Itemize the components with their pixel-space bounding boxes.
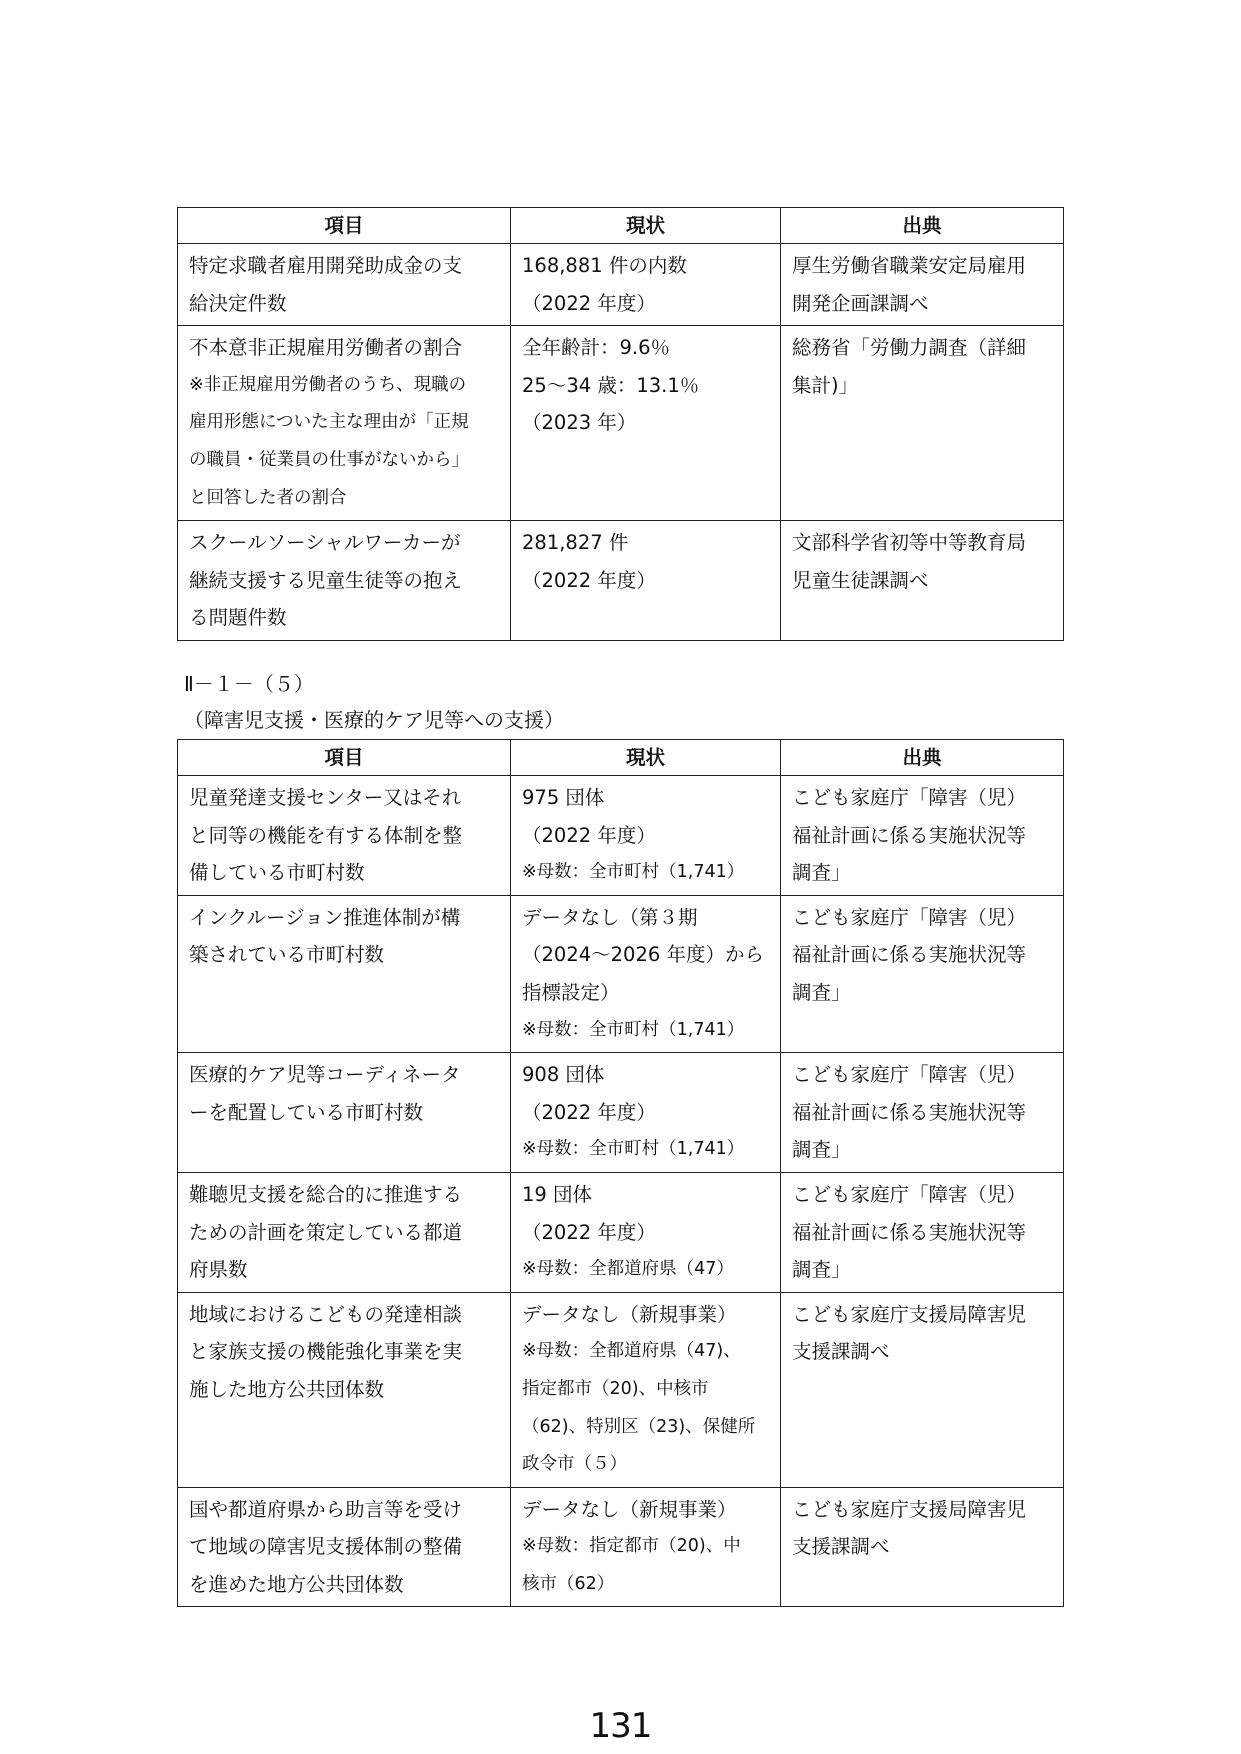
- cell-line: こども家庭庁「障害（児）: [792, 905, 1027, 929]
- cell-line: と同等の機能を有する体制を整: [189, 823, 463, 847]
- cell-note-line: （62)、特別区（23)、保健所: [522, 1416, 756, 1437]
- cell-source: [781, 1053, 1064, 1173]
- cell-line: データなし（新規事業）: [522, 1497, 737, 1521]
- cell-note-line: 核市（62）: [522, 1573, 615, 1594]
- cell-line: 調査」: [792, 980, 851, 1004]
- cell-line: 調査」: [792, 1258, 851, 1282]
- cell-line: 25～34 歳：13.1％: [522, 373, 700, 397]
- cell-item: [178, 1292, 511, 1487]
- indicator-table-employment: [177, 207, 1064, 641]
- cell-note-line: と回答した者の割合: [189, 487, 347, 508]
- cell-line: 難聴児支援を総合的に推進する: [189, 1182, 463, 1206]
- cell-line: 975 団体: [522, 786, 605, 809]
- cell-line: 文部科学省初等中等教育局: [792, 531, 1027, 555]
- cell-note-line: 政令市（５）: [522, 1454, 627, 1475]
- cell-source: [781, 244, 1064, 326]
- cell-line: 築されている市町村数: [189, 943, 385, 967]
- cell-line: データなし（第３期: [522, 905, 698, 929]
- cell-line: （2022 年度）: [522, 568, 656, 592]
- cell-line: 備している市町村数: [189, 861, 365, 885]
- cell-line: （2022 年度）: [522, 823, 656, 847]
- cell-line: 施した地方公共団体数: [189, 1377, 385, 1401]
- cell-line: インクルージョン推進体制が構: [189, 905, 461, 929]
- cell-item: [178, 776, 511, 896]
- cell-item: [178, 895, 511, 1052]
- cell-line: 指標設定）: [522, 980, 620, 1004]
- cell-status: [511, 244, 781, 326]
- cell-line: 支援課調べ: [792, 1340, 890, 1364]
- cell-line: 地域におけるこどもの発達相談: [189, 1302, 463, 1326]
- cell-status: [511, 1487, 781, 1607]
- cell-line: る問題件数: [189, 606, 287, 630]
- cell-line: 281,827 件: [522, 531, 629, 555]
- cell-line: こども家庭庁「障害（児）: [792, 786, 1027, 809]
- cell-item: [178, 1053, 511, 1173]
- cell-note-line: ※非正規雇用労働者のうち、現職の: [189, 374, 467, 395]
- section-title: （障害児支援・医療的ケア児等への支援）: [184, 708, 564, 732]
- cell-source: [781, 895, 1064, 1052]
- cell-line: 集計)」: [792, 373, 859, 397]
- cell-source: [781, 1292, 1064, 1487]
- cell-line: ーを配置している市町村数: [189, 1100, 424, 1124]
- cell-line: こども家庭庁支援局障害児: [792, 1302, 1027, 1326]
- cell-line: 福祉計画に係る実施状況等: [792, 1220, 1027, 1244]
- column-header-status: 現状: [511, 208, 781, 244]
- cell-status: [511, 895, 781, 1052]
- cell-line: （2022 年度）: [522, 291, 656, 315]
- cell-line: ための計画を策定している都道: [189, 1220, 463, 1244]
- table-row: [178, 1172, 1064, 1292]
- cell-line: 児童生徒課調べ: [792, 568, 929, 592]
- table-row: [178, 326, 1064, 521]
- cell-source: [781, 776, 1064, 896]
- page-number: 131: [589, 1706, 652, 1746]
- cell-line: 府県数: [189, 1258, 248, 1282]
- cell-line: 908 団体: [522, 1063, 605, 1087]
- cell-line: こども家庭庁「障害（児）: [792, 1063, 1027, 1087]
- cell-note-line: ※母数：指定都市（20)、中: [522, 1536, 741, 1557]
- cell-status: [511, 776, 781, 896]
- cell-line: 全年齢計：9.6％: [522, 336, 671, 360]
- cell-item: [178, 1172, 511, 1292]
- table-row: [178, 1053, 1064, 1173]
- cell-line: 福祉計画に係る実施状況等: [792, 943, 1027, 967]
- cell-line: て地域の障害児支援体制の整備: [189, 1535, 463, 1559]
- table-row: [178, 1487, 1064, 1607]
- cell-line: 厚生労働省職業安定局雇用: [792, 254, 1027, 277]
- cell-note-line: 雇用形態についた主な理由が「正規: [189, 412, 469, 433]
- cell-status: [511, 1292, 781, 1487]
- cell-line: こども家庭庁支援局障害児: [792, 1497, 1027, 1521]
- cell-line: （2023 年）: [522, 411, 637, 435]
- table-header-row: [178, 208, 1064, 244]
- column-header-item: 項目: [178, 208, 511, 244]
- cell-note-line: ※母数：全市町村（1,741）: [522, 1139, 745, 1160]
- cell-line: 調査」: [792, 861, 851, 885]
- indicator-table-disability-support: [177, 739, 1064, 1607]
- column-header-source: 出典: [781, 740, 1064, 776]
- cell-line: 不本意非正規雇用労働者の割合: [189, 336, 463, 360]
- column-header-status: 現状: [511, 740, 781, 776]
- cell-status: [511, 1172, 781, 1292]
- cell-line: （2024～2026 年度）から: [522, 943, 764, 967]
- cell-source: [781, 326, 1064, 521]
- cell-line: こども家庭庁「障害（児）: [792, 1182, 1027, 1206]
- cell-note-line: ※母数：全市町村（1,741）: [522, 1019, 745, 1040]
- cell-item: [178, 1487, 511, 1607]
- cell-line: 医療的ケア児等コーディネータ: [189, 1063, 461, 1087]
- cell-line: と家族支援の機能強化事業を実: [189, 1340, 463, 1364]
- table-header-row: [178, 740, 1064, 776]
- cell-source: [781, 1487, 1064, 1607]
- cell-line: データなし（新規事業）: [522, 1302, 737, 1326]
- cell-line: 児童発達支援センター又はそれ: [189, 786, 462, 809]
- cell-status: [511, 326, 781, 521]
- cell-line: 給決定件数: [189, 291, 287, 315]
- cell-line: 総務省「労働力調査（詳細: [792, 336, 1027, 360]
- cell-item: [178, 244, 511, 326]
- section-number: Ⅱ－１－（５）: [184, 672, 314, 696]
- column-header-source: 出典: [781, 208, 1064, 244]
- table-row: [178, 776, 1064, 896]
- cell-note-line: ※母数：全都道府県（47)、: [522, 1341, 741, 1362]
- cell-status: [511, 521, 781, 641]
- cell-line: （2022 年度）: [522, 1100, 656, 1124]
- cell-note-line: 指定都市（20)、中核市: [522, 1378, 709, 1399]
- cell-line: を進めた地方公共団体数: [189, 1572, 404, 1596]
- cell-line: 19 団体: [522, 1182, 593, 1206]
- table-row: [178, 244, 1064, 326]
- cell-note-line: ※母数：全都道府県（47）: [522, 1259, 734, 1280]
- cell-item: [178, 326, 511, 521]
- table-row: [178, 895, 1064, 1052]
- cell-line: 福祉計画に係る実施状況等: [792, 823, 1027, 847]
- cell-line: 特定求職者雇用開発助成金の支: [189, 254, 463, 277]
- cell-line: 継続支援する児童生徒等の抱え: [189, 568, 463, 592]
- cell-line: 福祉計画に係る実施状況等: [792, 1100, 1027, 1124]
- table-row: [178, 1292, 1064, 1487]
- cell-line: 開発企画課調べ: [792, 291, 929, 315]
- cell-status: [511, 1053, 781, 1173]
- cell-note-line: の職員・従業員の仕事がないから」: [189, 449, 469, 470]
- cell-line: 支援課調べ: [792, 1535, 890, 1559]
- cell-item: [178, 521, 511, 641]
- cell-source: [781, 1172, 1064, 1292]
- cell-source: [781, 521, 1064, 641]
- cell-note-line: ※母数：全市町村（1,741）: [522, 862, 745, 883]
- cell-line: （2022 年度）: [522, 1220, 656, 1244]
- cell-line: スクールソーシャルワーカーが: [189, 531, 461, 555]
- column-header-item: 項目: [178, 740, 511, 776]
- table-row: [178, 521, 1064, 641]
- cell-line: 調査」: [792, 1138, 851, 1162]
- cell-line: 168,881 件の内数: [522, 254, 687, 277]
- cell-line: 国や都道府県から助言等を受け: [189, 1497, 463, 1521]
